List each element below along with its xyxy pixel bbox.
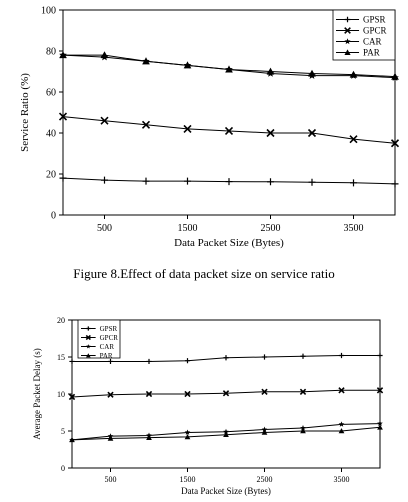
chart-1-series-gpsr-point [101, 177, 108, 184]
chart-2-series-gpsr-point [185, 358, 190, 363]
chart-1-legend-par-label: PAR [363, 47, 380, 58]
chart-1 [19, 6, 399, 250]
chart-1-series-gpsr-point [267, 178, 274, 185]
chart-2-series-gpsr-point [146, 359, 151, 364]
chart-1-y-tick-label: 100 [41, 5, 56, 17]
chart-1-x-axis-label: Data Packet Size (Bytes) [174, 237, 284, 249]
chart-1-legend-car-label: CAR [363, 36, 382, 47]
chart-1-series-gpsr-point [392, 180, 399, 187]
chart-2-series-gpsr-point [339, 353, 344, 358]
chart-2-legend-gpsr-label: GPSR [99, 324, 118, 333]
chart-1-legend [333, 10, 395, 60]
chart-1-x-tick-label: 3500 [343, 223, 364, 234]
chart-2-legend [78, 320, 120, 360]
chart-2-x-tick-label: 2500 [256, 475, 273, 484]
chart-1-y-tick-label: 80 [46, 46, 56, 58]
chart-2-y-tick-label: 0 [61, 463, 65, 473]
chart-2-series-gpsr-point [300, 354, 305, 359]
chart-1-series-gpsr-point [184, 178, 191, 185]
chart-1-y-tick-label: 40 [46, 128, 56, 140]
chart-2-y-tick-label: 15 [57, 352, 65, 362]
chart-2-series-gpsr-point [377, 353, 382, 358]
chart-2-y-tick-label: 20 [57, 315, 65, 325]
chart-1-series-gpsr-point [143, 178, 150, 185]
chart-1-series-gpsr-point [226, 178, 233, 185]
chart-2-x-axis-label: Data Packet Size (Bytes) [181, 486, 271, 496]
chart-1-x-tick-label: 2500 [260, 223, 281, 234]
figure-caption: Figure 8.Effect of data packet size on service ratio [73, 266, 335, 281]
chart-1-y-tick-label: 0 [51, 210, 56, 222]
chart-2-y-tick-label: 10 [57, 389, 65, 399]
chart-2-legend-gpcr-label: GPCR [99, 333, 118, 342]
chart-1-y-tick-label: 20 [46, 169, 56, 181]
chart-1-x-tick-label: 500 [97, 223, 112, 234]
chart-2-series-car-point [339, 421, 345, 426]
chart-2-y-axis-label: Average Packet Delay (s) [32, 348, 42, 440]
chart-2-legend-par-label: PAR [99, 351, 113, 360]
chart-2 [32, 316, 383, 496]
chart-1-y-tick-label: 60 [46, 87, 56, 99]
chart-2-y-tick-label: 5 [61, 426, 65, 436]
chart-1-series-gpsr-point [350, 179, 357, 186]
chart-2-series-gpsr-point [223, 355, 228, 360]
chart-1-y-axis-label: Service Ratio (%) [19, 73, 31, 152]
chart-1-legend-gpcr-label: GPCR [363, 25, 387, 36]
chart-2-x-tick-label: 1500 [179, 475, 196, 484]
chart-1-x-tick-label: 1500 [177, 223, 198, 234]
chart-2-legend-car-label: CAR [99, 342, 115, 351]
chart-1-legend-gpsr-label: GPSR [363, 14, 386, 25]
chart-2-series-gpsr-point [69, 359, 74, 364]
chart-2-x-tick-label: 3500 [333, 475, 350, 484]
chart-2-series-gpsr-point [262, 354, 267, 359]
chart-2-x-tick-label: 500 [104, 475, 117, 484]
chart-1-series-gpsr-point [309, 179, 316, 186]
chart-1-series-gpsr-point [60, 175, 67, 182]
